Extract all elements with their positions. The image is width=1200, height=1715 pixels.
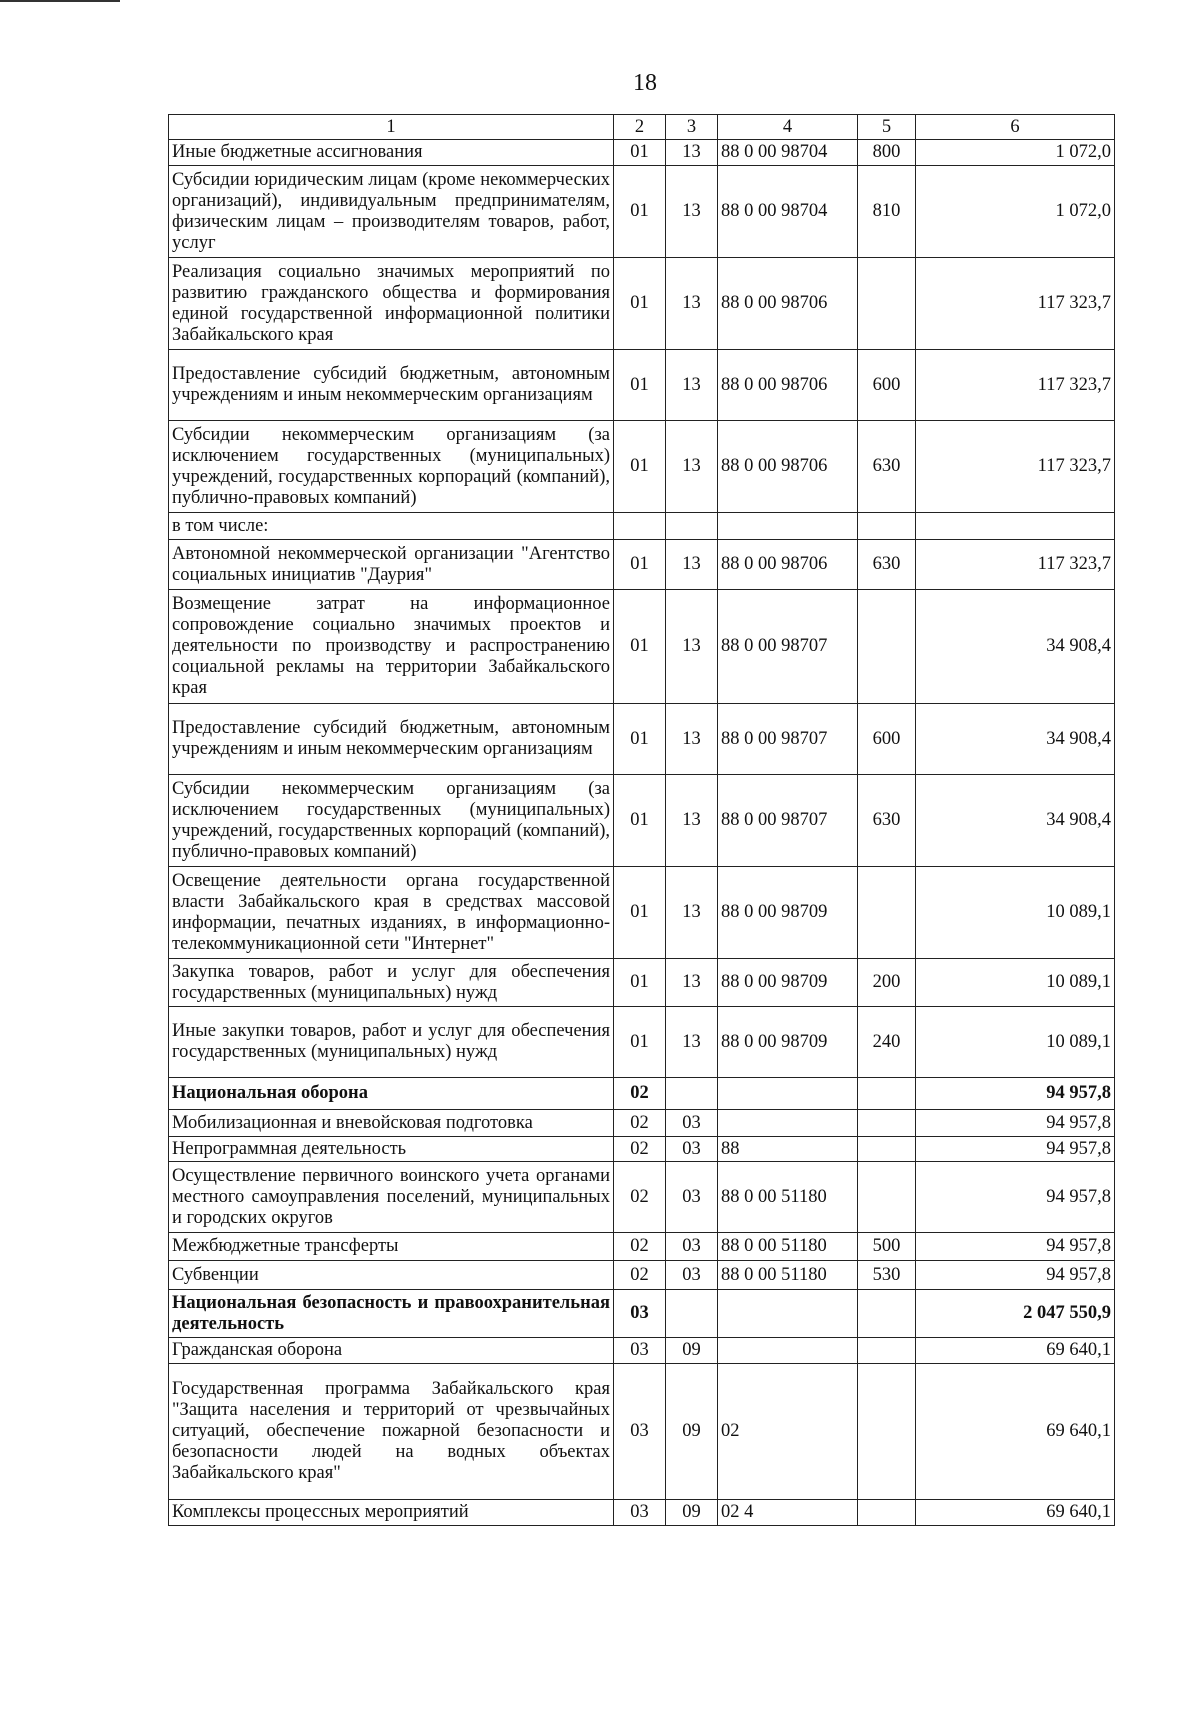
table-row <box>169 421 1115 513</box>
row-name: Непрограммная деятельность <box>169 1137 614 1162</box>
row-section: 01 <box>614 959 666 1007</box>
row-name: Иные закупки товаров, работ и услуг для обеспечения государственных (муниципальных) нужд <box>169 1007 614 1078</box>
row-section: 03 <box>614 1500 666 1526</box>
table-row <box>169 959 1115 1007</box>
row-amount: 34 908,4 <box>916 775 1115 867</box>
table-row <box>169 1162 1115 1233</box>
row-expense-type <box>858 590 916 704</box>
row-expense-type <box>858 867 916 959</box>
row-amount: 69 640,1 <box>916 1364 1115 1500</box>
row-name: Иные бюджетные ассигнования <box>169 140 614 166</box>
row-target-article: 02 4 <box>718 1500 858 1526</box>
row-subsection: 13 <box>666 140 718 166</box>
top-rule <box>0 0 120 2</box>
row-name: Государственная программа Забайкальского края "Защита населения и территорий от чрезвычайных ситуаций, обеспечение пожарной безопасности и безопасности людей на водных объектах Забайкальского края" <box>169 1364 614 1500</box>
row-section: 01 <box>614 421 666 513</box>
header-cell: 2 <box>614 115 666 140</box>
row-target-article: 88 <box>718 1137 858 1162</box>
row-section: 02 <box>614 1162 666 1233</box>
row-section: 01 <box>614 867 666 959</box>
row-expense-type <box>858 1290 916 1338</box>
row-name: Мобилизационная и вневойсковая подготовка <box>169 1110 614 1137</box>
table-row <box>169 775 1115 867</box>
row-target-article: 88 0 00 98709 <box>718 1007 858 1078</box>
row-amount: 94 957,8 <box>916 1261 1115 1290</box>
table-row <box>169 513 1115 540</box>
row-amount: 94 957,8 <box>916 1078 1115 1110</box>
row-section: 02 <box>614 1261 666 1290</box>
row-expense-type <box>858 1162 916 1233</box>
row-section: 01 <box>614 350 666 421</box>
row-target-article <box>718 513 858 540</box>
row-amount: 1 072,0 <box>916 166 1115 258</box>
row-target-article: 88 0 00 98707 <box>718 590 858 704</box>
row-amount: 94 957,8 <box>916 1110 1115 1137</box>
row-name: Гражданская оборона <box>169 1338 614 1364</box>
table-row <box>169 1007 1115 1078</box>
row-amount <box>916 513 1115 540</box>
row-expense-type <box>858 1500 916 1526</box>
header-cell: 3 <box>666 115 718 140</box>
table-row <box>169 1233 1115 1261</box>
row-target-article: 88 0 00 98706 <box>718 258 858 350</box>
row-section: 02 <box>614 1137 666 1162</box>
row-target-article: 88 0 00 98706 <box>718 540 858 590</box>
row-name: Субвенции <box>169 1261 614 1290</box>
row-target-article: 88 0 00 98709 <box>718 959 858 1007</box>
row-section: 01 <box>614 540 666 590</box>
row-expense-type: 630 <box>858 540 916 590</box>
row-subsection <box>666 1078 718 1110</box>
row-expense-type: 800 <box>858 140 916 166</box>
row-amount: 69 640,1 <box>916 1338 1115 1364</box>
row-subsection: 13 <box>666 704 718 775</box>
row-subsection <box>666 1290 718 1338</box>
table-body <box>169 140 1115 1526</box>
row-expense-type <box>858 1364 916 1500</box>
row-section: 01 <box>614 775 666 867</box>
row-amount: 10 089,1 <box>916 1007 1115 1078</box>
table-row <box>169 1078 1115 1110</box>
row-subsection: 03 <box>666 1261 718 1290</box>
table-row <box>169 1110 1115 1137</box>
table-row <box>169 350 1115 421</box>
row-amount: 117 323,7 <box>916 421 1115 513</box>
row-target-article: 02 <box>718 1364 858 1500</box>
row-amount: 2 047 550,9 <box>916 1290 1115 1338</box>
table-row <box>169 258 1115 350</box>
row-subsection: 09 <box>666 1500 718 1526</box>
row-amount: 117 323,7 <box>916 540 1115 590</box>
table-row <box>169 1290 1115 1338</box>
header-cell: 5 <box>858 115 916 140</box>
row-target-article: 88 0 00 51180 <box>718 1233 858 1261</box>
row-name: Субсидии некоммерческим организациям (за исключением государственных (муниципальных) учреждений, государственных корпораций (компаний), публично-правовых компаний) <box>169 775 614 867</box>
row-subsection: 13 <box>666 350 718 421</box>
row-name: Субсидии некоммерческим организациям (за исключением государственных (муниципальных) учреждений, государственных корпораций (компаний), публично-правовых компаний) <box>169 421 614 513</box>
row-section <box>614 513 666 540</box>
table-row <box>169 867 1115 959</box>
header-cell: 6 <box>916 115 1115 140</box>
row-expense-type: 600 <box>858 350 916 421</box>
row-subsection: 13 <box>666 867 718 959</box>
page-number: 18 <box>633 70 657 96</box>
row-name: Национальная безопасность и правоохранительная деятельность <box>169 1290 614 1338</box>
row-amount: 94 957,8 <box>916 1233 1115 1261</box>
row-section: 03 <box>614 1338 666 1364</box>
row-name: Предоставление субсидий бюджетным, автономным учреждениям и иным некоммерческим организациям <box>169 704 614 775</box>
row-section: 02 <box>614 1233 666 1261</box>
row-section: 01 <box>614 1007 666 1078</box>
row-expense-type: 200 <box>858 959 916 1007</box>
row-target-article: 88 0 00 98707 <box>718 775 858 867</box>
row-target-article: 88 0 00 98704 <box>718 140 858 166</box>
table-row <box>169 704 1115 775</box>
row-amount: 34 908,4 <box>916 590 1115 704</box>
row-amount: 117 323,7 <box>916 350 1115 421</box>
row-section: 01 <box>614 140 666 166</box>
row-subsection: 09 <box>666 1364 718 1500</box>
header-cell: 1 <box>169 115 614 140</box>
row-expense-type <box>858 513 916 540</box>
row-name: Возмещение затрат на информационное сопровождение социально значимых проектов и деятельности по производству и распространению социальной рекламы на территории Забайкальского края <box>169 590 614 704</box>
table-row <box>169 1500 1115 1526</box>
row-amount: 10 089,1 <box>916 959 1115 1007</box>
row-expense-type: 630 <box>858 421 916 513</box>
row-amount: 117 323,7 <box>916 258 1115 350</box>
budget-table <box>168 114 1115 1526</box>
row-subsection: 03 <box>666 1110 718 1137</box>
row-expense-type: 240 <box>858 1007 916 1078</box>
row-name: в том числе: <box>169 513 614 540</box>
row-subsection: 13 <box>666 421 718 513</box>
row-expense-type <box>858 1338 916 1364</box>
row-subsection: 03 <box>666 1162 718 1233</box>
row-name: Закупка товаров, работ и услуг для обеспечения государственных (муниципальных) нужд <box>169 959 614 1007</box>
row-section: 01 <box>614 704 666 775</box>
row-section: 01 <box>614 166 666 258</box>
row-target-article: 88 0 00 98706 <box>718 350 858 421</box>
header-cell: 4 <box>718 115 858 140</box>
row-expense-type: 630 <box>858 775 916 867</box>
row-target-article: 88 0 00 98704 <box>718 166 858 258</box>
row-name: Осуществление первичного воинского учета органами местного самоуправления поселений, муниципальных и городских округов <box>169 1162 614 1233</box>
header-row <box>169 115 1115 140</box>
row-name: Субсидии юридическим лицам (кроме некоммерческих организаций), индивидуальным предпринимателям, физическим лицам – производителям товаров, работ, услуг <box>169 166 614 258</box>
row-name: Межбюджетные трансферты <box>169 1233 614 1261</box>
table-row <box>169 140 1115 166</box>
table-row <box>169 166 1115 258</box>
row-name: Автономной некоммерческой организации "Агентство социальных инициатив "Даурия" <box>169 540 614 590</box>
row-target-article: 88 0 00 98706 <box>718 421 858 513</box>
row-subsection: 13 <box>666 166 718 258</box>
row-target-article <box>718 1110 858 1137</box>
row-subsection: 13 <box>666 258 718 350</box>
table-row <box>169 1137 1115 1162</box>
row-subsection: 13 <box>666 540 718 590</box>
row-name: Реализация социально значимых мероприятий по развитию гражданского общества и формирования единой государственной информационной политики Забайкальского края <box>169 258 614 350</box>
table-row <box>169 1338 1115 1364</box>
row-amount: 94 957,8 <box>916 1162 1115 1233</box>
row-expense-type: 810 <box>858 166 916 258</box>
row-expense-type: 500 <box>858 1233 916 1261</box>
row-subsection: 03 <box>666 1137 718 1162</box>
row-name: Освещение деятельности органа государственной власти Забайкальского края в средствах массовой информации, печатных изданиях, в информационно-телекоммуникационной сети "Интернет" <box>169 867 614 959</box>
row-subsection: 03 <box>666 1233 718 1261</box>
row-section: 03 <box>614 1290 666 1338</box>
row-target-article: 88 0 00 98707 <box>718 704 858 775</box>
row-subsection: 13 <box>666 959 718 1007</box>
row-amount: 69 640,1 <box>916 1500 1115 1526</box>
row-expense-type <box>858 1137 916 1162</box>
row-expense-type <box>858 1110 916 1137</box>
row-name: Предоставление субсидий бюджетным, автономным учреждениям и иным некоммерческим организациям <box>169 350 614 421</box>
row-target-article <box>718 1290 858 1338</box>
row-expense-type <box>858 258 916 350</box>
row-section: 03 <box>614 1364 666 1500</box>
row-target-article: 88 0 00 51180 <box>718 1261 858 1290</box>
row-subsection: 13 <box>666 775 718 867</box>
row-amount: 10 089,1 <box>916 867 1115 959</box>
row-expense-type: 530 <box>858 1261 916 1290</box>
row-expense-type <box>858 1078 916 1110</box>
row-target-article <box>718 1338 858 1364</box>
table-row <box>169 540 1115 590</box>
row-subsection: 13 <box>666 590 718 704</box>
row-name: Комплексы процессных мероприятий <box>169 1500 614 1526</box>
table-row <box>169 590 1115 704</box>
row-name: Национальная оборона <box>169 1078 614 1110</box>
row-section: 01 <box>614 258 666 350</box>
row-subsection <box>666 513 718 540</box>
row-target-article: 88 0 00 51180 <box>718 1162 858 1233</box>
row-section: 02 <box>614 1110 666 1137</box>
row-amount: 94 957,8 <box>916 1137 1115 1162</box>
row-expense-type: 600 <box>858 704 916 775</box>
row-target-article: 88 0 00 98709 <box>718 867 858 959</box>
row-section: 02 <box>614 1078 666 1110</box>
row-section: 01 <box>614 590 666 704</box>
row-amount: 34 908,4 <box>916 704 1115 775</box>
row-target-article <box>718 1078 858 1110</box>
row-subsection: 13 <box>666 1007 718 1078</box>
row-subsection: 09 <box>666 1338 718 1364</box>
table-row <box>169 1364 1115 1500</box>
row-amount: 1 072,0 <box>916 140 1115 166</box>
table-row <box>169 1261 1115 1290</box>
